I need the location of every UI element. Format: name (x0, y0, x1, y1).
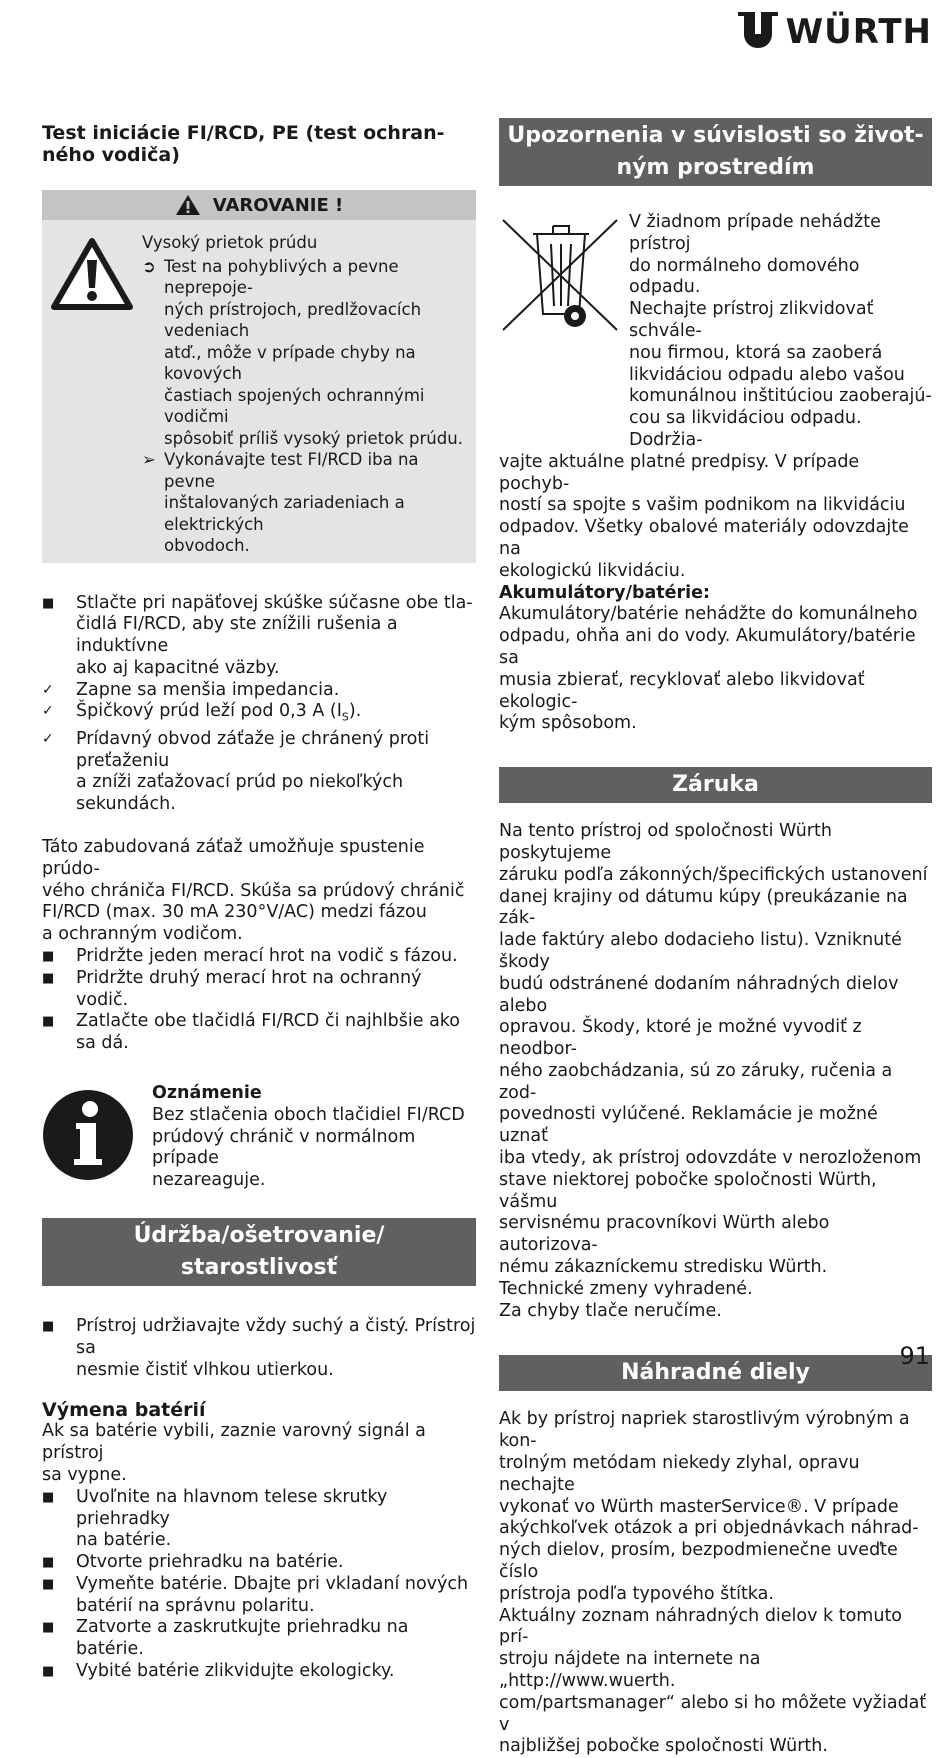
list-marker: ■ (42, 1555, 55, 1571)
list-text: Zapne sa menšia impedancia. (76, 679, 340, 700)
warning-item-marker: ➢ (142, 450, 156, 469)
list-text: Prístroj udržiavajte vždy suchý a čistý. Prístroj sa nesmie čistiť vlhkou utierkou. (76, 1315, 476, 1380)
spare-parts-text: Ak by prístroj napriek starostlivým výrobným a kon- trolným metódam niekedy zlyhal, opravu nechajte vykonať vo Würth masterService®. V prípade akýchkoľvek otázok a pri objednávkach náhrad- ných dielov, prosím, bezpodmienečne uveďte číslo prístroja podľa typového štítka. Aktuálny zoznam náhradných dielov k tomuto prí- stroju nájdete na internete na „http://www.wuerth. com/partsmanager“ alebo si ho môžete vyžiadať v najbližšej pobočke spoločnosti Würth. (499, 1409, 927, 1757)
environment-text: vajte aktuálne platné predpisy. V prípade pochyb- ností sa spojte s vašim podnikom na likvidáciu odpadov. Všetky obalové materiály odovzdajte na ekologickú likvidáciu. (499, 451, 909, 581)
check-marker: ✓ (42, 703, 54, 720)
list-text: Vymeňte batérie. Dbajte pri vkladaní nových batérií na správnu polaritu. (76, 1573, 469, 1616)
crossed-out-bin-icon (499, 212, 629, 340)
battery-intro: Ak sa batérie vybili, zaznie varovný signál a prístroj sa vypne. (42, 1421, 426, 1485)
info-icon (42, 1089, 134, 1181)
list-item (42, 1574, 476, 1618)
list-text: Zatlačte obe tlačidlá FI/RCD či najhlbšie ako sa dá. (76, 1011, 461, 1054)
list-marker: ■ (42, 595, 55, 611)
list-item (42, 593, 476, 680)
warning-item-text: Test na pohyblivých a pevne neprepoje- ných prístrojoch, predlžovacích vedeniach atď., môže v prípade chyby na kovových častiach spojených ochrannými vodičmi spôsobiť príliš vysoký prietok prúdu. (164, 256, 463, 448)
list-marker: ■ (42, 1014, 55, 1030)
list-text: Zatvorte a zaskrutkujte priehradku na batérie. (76, 1617, 409, 1660)
warranty-section-title: Záruka (499, 767, 932, 803)
list-item (42, 1011, 476, 1055)
list-text: Špičkový prúd leží pod 0,3 A (I (76, 701, 342, 722)
brand-name: WÜRTH (785, 12, 932, 52)
list-marker: ■ (42, 970, 55, 986)
warning-item-text: Vykonávajte test FI/RCD iba na pevne inštalovaných zariadeniach a elektrických obvodoch. (164, 450, 419, 555)
warning-first-line: Vysoký prietok prúdu (142, 233, 318, 252)
list-marker: ■ (42, 948, 55, 964)
list-item (42, 1661, 476, 1683)
list-item (42, 701, 476, 728)
list-item (42, 1316, 476, 1381)
notice-box (42, 1083, 476, 1192)
list-item (42, 1487, 476, 1552)
wurth-logo (738, 12, 932, 52)
list-text: Vybité batérie zlikvidujte ekologicky. (76, 1661, 395, 1682)
list-marker: ■ (42, 1664, 55, 1680)
warning-header (42, 190, 476, 220)
warranty-text: Na tento prístroj od spoločnosti Würth poskytujeme záruku podľa zákonných/špecifických ustanovení danej krajiny od dátumu kúpy (preukázanie na zák- lade faktúry alebo dodacieho listu). Vzniknuté škody budú odstránené dodaním náhradných dielov alebo opravou. Škody, ktoré je možné vyvodiť z neodbor- ného zaobchádzania, sú zo záruky, ručenia a zod- povednosti vylúčené. Reklamácie je možné uznať iba vtedy, ak prístroj odovzdáte v nerozloženom stave niektorej pobočke spoločnosti Würth, vášmu servisnému pracovníkovi Würth alebo autorizova- nému zákazníckemu stredisku Würth. Technické zmeny vyhradené. Za chyby tlače neručíme. (499, 821, 928, 1321)
warning-item-marker: ➲ (142, 256, 156, 276)
battery-heading: Akumulátory/batérie: (499, 582, 711, 603)
page-number: 91 (899, 1342, 930, 1370)
notice-text: Bez stlačenia oboch tlačidiel FI/RCD prúdový chránič v normálnom prípade nezareaguje. (152, 1104, 465, 1191)
list-item (42, 968, 476, 1012)
warning-item (142, 449, 466, 557)
list-text: Otvorte priehradku na batérie. (76, 1552, 344, 1573)
list-marker: ■ (42, 1318, 55, 1334)
left-column (42, 118, 476, 1683)
list-marker: ■ (42, 1489, 55, 1505)
battery-heading: Výmena batérií (42, 1399, 206, 1422)
list-item (42, 1552, 476, 1574)
list-text: Stlačte pri napäťovej skúške súčasne obe tla- čidlá FI/RCD, aby ste znížili rušenia a induktívne ako aj kapacitné väzby. (76, 592, 473, 678)
list-text-after: ). (348, 701, 362, 722)
list-text: Uvoľnite na hlavnom telese skrutky priehradky na batérie. (76, 1486, 388, 1551)
maintenance-section-title: Údržba/ošetrovanie/ starostlivosť (42, 1218, 476, 1286)
list-item (42, 1617, 476, 1661)
test-heading: Test iniciácie FI/RCD, PE (test ochran- ného vodiča) (42, 122, 445, 166)
check-marker: ✓ (42, 681, 54, 698)
list-marker: ■ (42, 1620, 55, 1636)
battery-text: Akumulátory/batérie nehádžte do komunálneho odpadu, ohňa ani do vody. Akumulátory/batérie sa musia zbierať, recyklovať alebo likvidovať ekologic- kým spôsobom. (499, 604, 918, 734)
warning-triangle-icon (175, 194, 201, 216)
notice-title: Oznámenie (152, 1082, 262, 1103)
list-text: Pridržte druhý merací hrot na ochranný vodič. (76, 967, 422, 1010)
wurth-emblem-icon (738, 12, 778, 52)
spare-parts-section-title: Náhradné diely (499, 1355, 932, 1391)
warning-box (42, 220, 476, 563)
environment-section-title: Upozornenia v súvislosti so život- ným prostredím (499, 118, 932, 186)
list-item (42, 680, 476, 702)
check-marker: ✓ (42, 730, 54, 747)
paragraph: Táto zabudovaná záťaž umožňuje spustenie prúdo- vého chrániča FI/RCD. Skúša sa prúdový chránič FI/RCD (max. 30 mA 230°V/AC) medzi fázou a ochranným vodičom. (42, 836, 465, 945)
warning-title: VAROVANIE ! (212, 194, 344, 216)
list-item (42, 946, 476, 968)
list-item (42, 729, 476, 816)
right-column (499, 118, 932, 1758)
list-text: Prídavný obvod záťaže je chránený proti preťaženiu a zníži zaťažovací prúd po niekoľkých sekundách. (76, 728, 430, 815)
warning-large-icon (50, 236, 134, 312)
subscript: S (341, 710, 349, 724)
list-marker: ■ (42, 1576, 55, 1592)
environment-block (499, 212, 932, 452)
list-text: Pridržte jeden merací hrot na vodič s fázou. (76, 945, 458, 966)
warning-item (142, 256, 466, 450)
environment-text-side: V žiadnom prípade nehádžte prístroj do normálneho domového odpadu. Nechajte prístroj zlikvidovať schvále- nou firmou, ktorá sa zaoberá likvidáciou odpadu alebo vašou komunálnou inštitúciou zaoberajú- cou sa likvidáciou odpadu. Dodržia- (629, 212, 932, 450)
